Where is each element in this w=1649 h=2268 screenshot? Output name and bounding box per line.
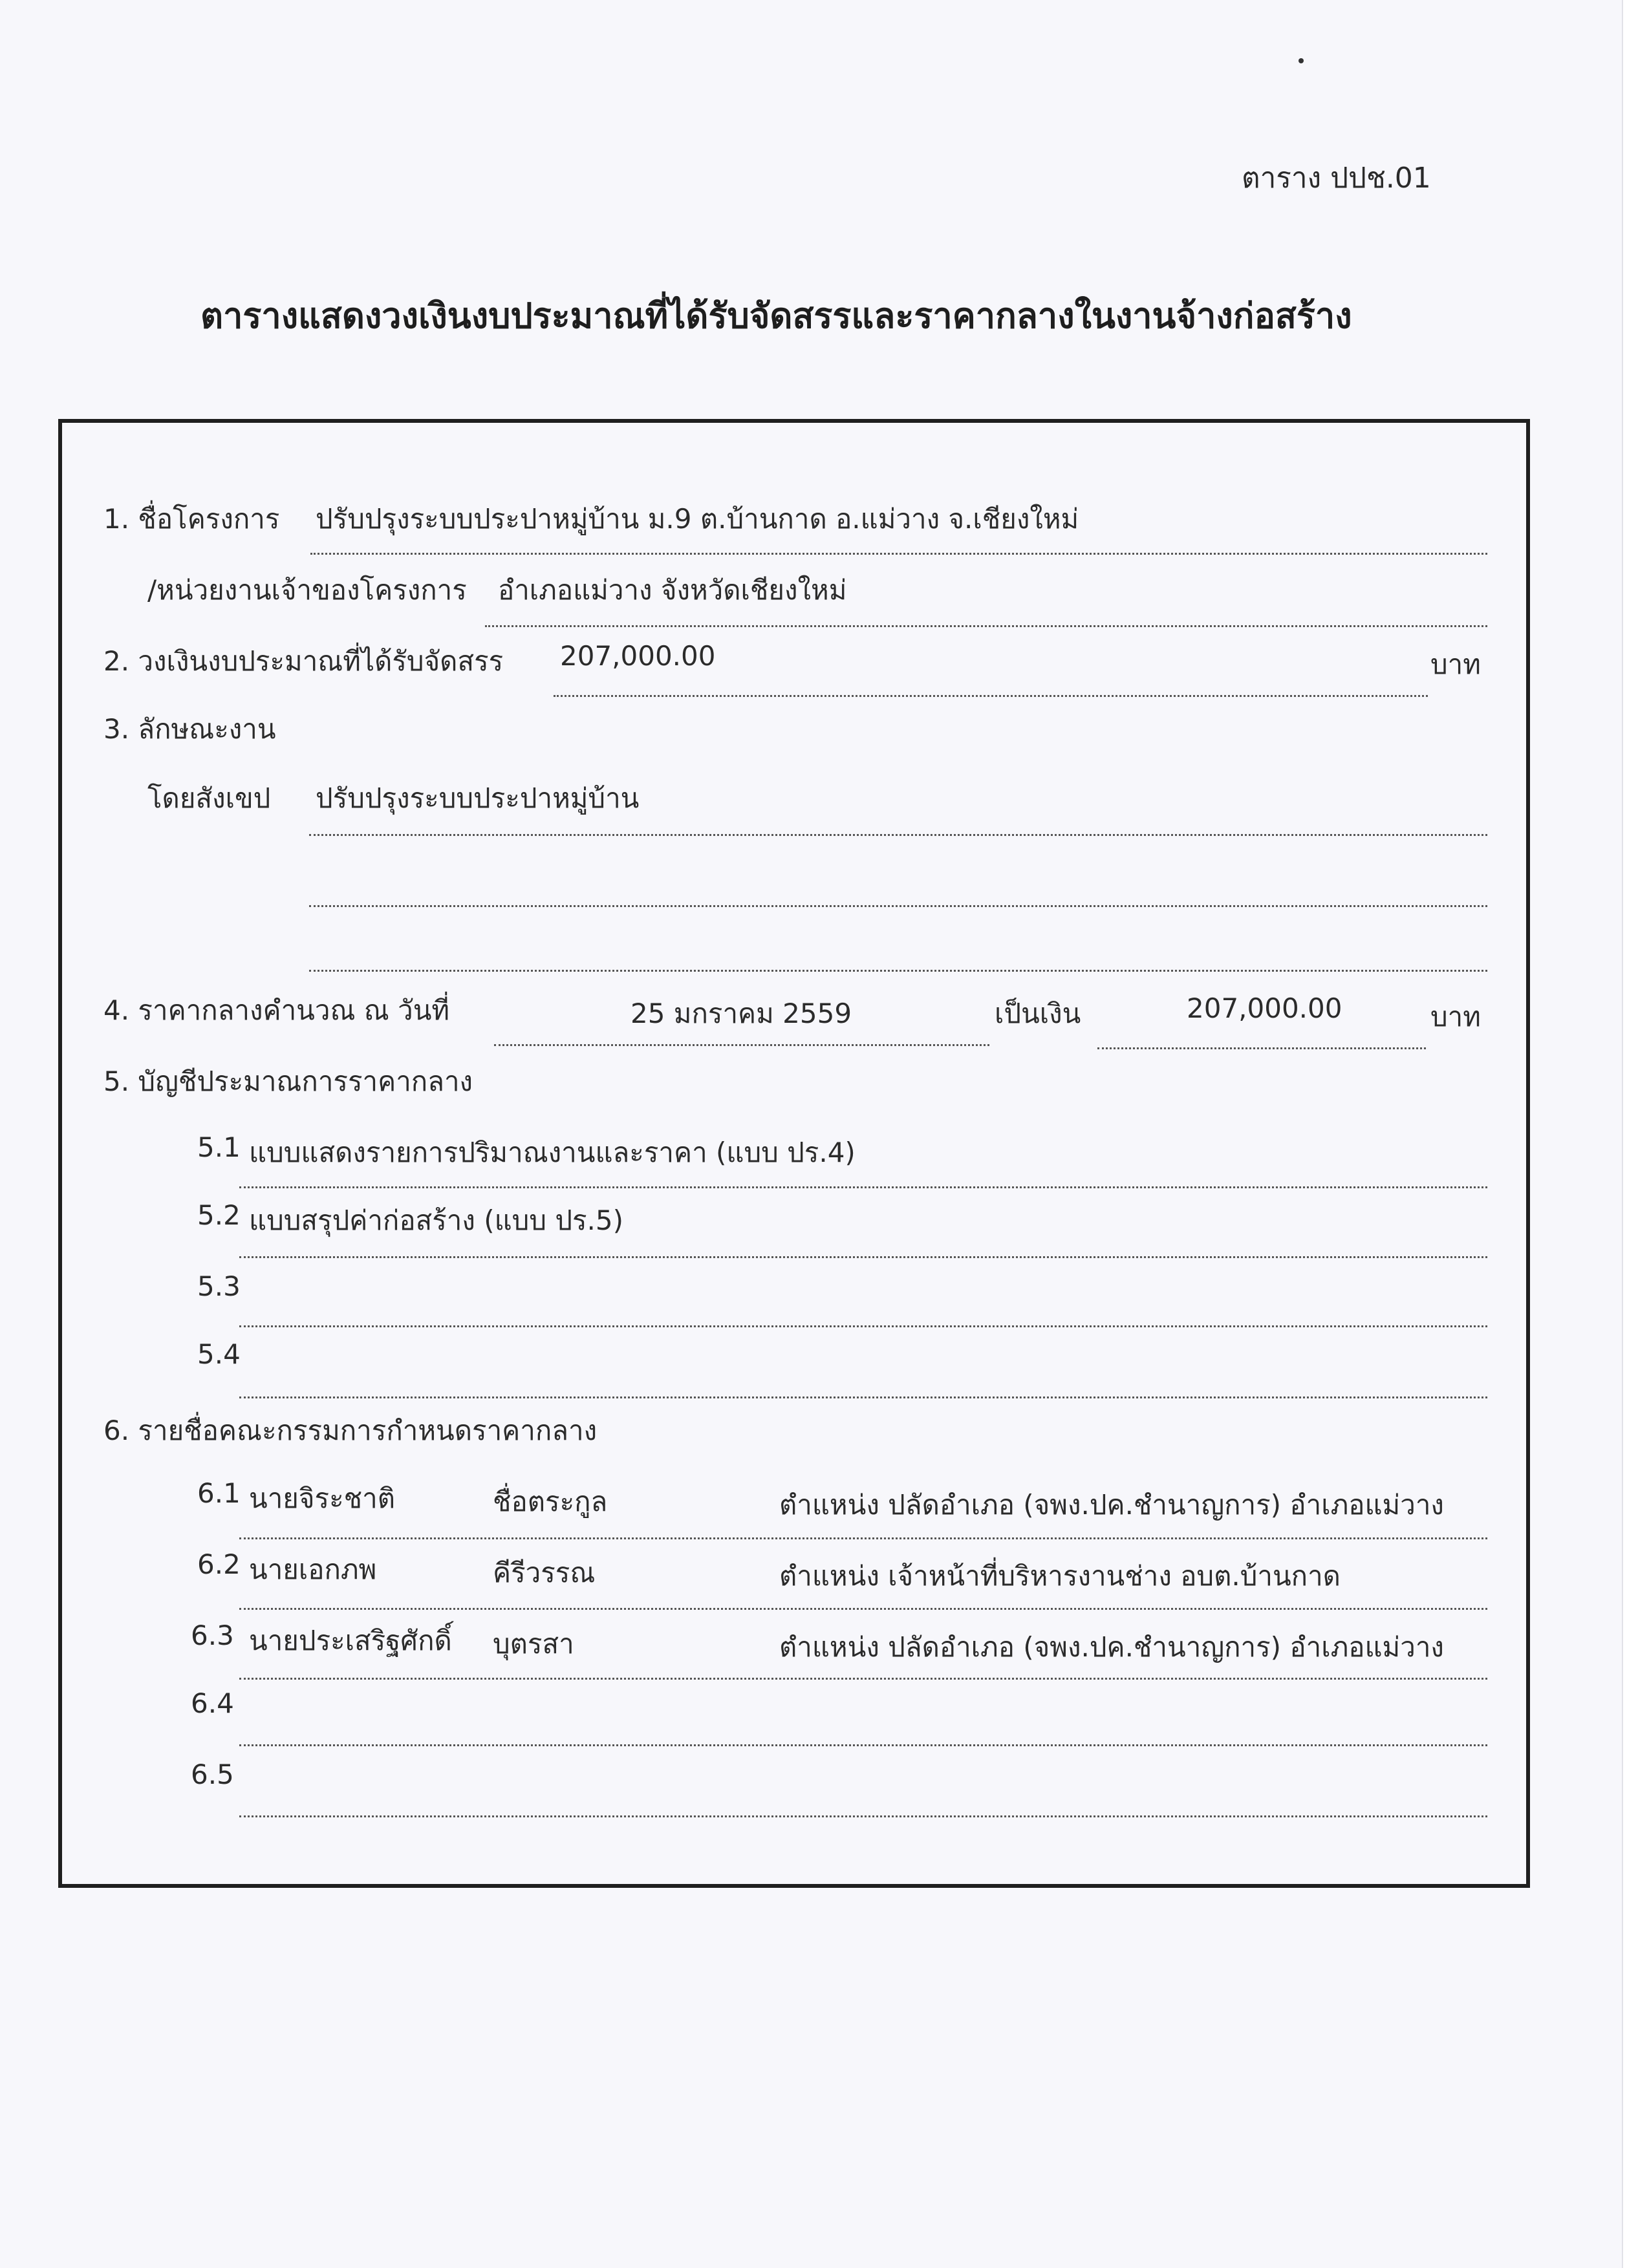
subitem-number: 5.2: [197, 1199, 241, 1231]
budget-line: [554, 695, 1428, 697]
member-number: 6.2: [197, 1548, 241, 1580]
owner-label: /หน่วยงานเจ้าของโครงการ: [147, 574, 467, 606]
subitem-line: [239, 1256, 1487, 1258]
summary-line-3: [309, 970, 1487, 972]
summary-line-2: [309, 905, 1487, 907]
summary-label: โดยสังเขป: [147, 782, 271, 814]
member-number: 6.5: [191, 1759, 234, 1790]
member-line: [239, 1678, 1487, 1680]
summary-line-1: [309, 834, 1487, 836]
estimate-list-label: 5. บัญชีประมาณการราคากลาง: [103, 1065, 473, 1097]
speck: [1299, 58, 1304, 63]
amount-unit: บาท: [1430, 1001, 1481, 1032]
member-name: นายจิระชาติ: [249, 1482, 395, 1514]
amount-line: [1097, 1047, 1426, 1049]
project-name-line: [310, 553, 1487, 555]
subitem-number: 5.1: [197, 1131, 241, 1163]
project-name-label: 1. ชื่อโครงการ: [103, 503, 280, 535]
document-title: ตารางแสดงวงเงินงบประมาณที่ได้รับจัดสรรและราคากลางในงานจ้างก่อสร้าง: [200, 295, 1352, 336]
subitem-text: แบบแสดงรายการปริมาณงานและราคา (แบบ ปร.4): [249, 1137, 856, 1168]
member-surname: บุตรสา: [493, 1628, 574, 1660]
member-name: นายประเสริฐศักดิ์: [249, 1625, 452, 1656]
member-surname: คีรีวรรณ: [493, 1557, 596, 1589]
member-position: ตำแหน่ง เจ้าหน้าที่บริหารงานช่าง อบต.บ้านกาด: [779, 1560, 1341, 1592]
subitem-text: แบบสรุปค่าก่อสร้าง (แบบ ปร.5): [249, 1204, 624, 1236]
member-number: 6.1: [197, 1477, 241, 1509]
member-line: [239, 1744, 1487, 1746]
budget-label: 2. วงเงินงบประมาณที่ได้รับจัดสรร: [103, 645, 504, 677]
amount-value: 207,000.00: [1187, 992, 1342, 1024]
member-position: ตำแหน่ง ปลัดอำเภอ (จพง.ปค.ชำนาญการ) อำเภอแม่วาง: [779, 1631, 1444, 1663]
committee-label: 6. รายชื่อคณะกรรมการกำหนดราคากลาง: [103, 1415, 598, 1446]
budget-value: 207,000.00: [560, 640, 716, 672]
member-number: 6.3: [191, 1620, 234, 1651]
summary-value: ปรับปรุงระบบประปาหมู่บ้าน: [316, 782, 640, 814]
project-name-value: ปรับปรุงระบบประปาหมู่บ้าน ม.9 ต.บ้านกาด อ.แม่วาง จ.เชียงใหม่: [316, 503, 1079, 535]
member-surname: ชื่อตระกูล: [493, 1486, 608, 1517]
document-code: ตาราง ปปช.01: [1242, 162, 1431, 195]
member-name: นายเอกภพ: [249, 1554, 377, 1585]
subitem-line: [239, 1325, 1487, 1327]
median-price-label: 4. ราคากลางคำนวณ ณ วันที่: [103, 994, 450, 1026]
work-type-label: 3. ลักษณะงาน: [103, 713, 276, 745]
median-price-date: 25 มกราคม 2559: [630, 998, 852, 1029]
member-position: ตำแหน่ง ปลัดอำเภอ (จพง.ปค.ชำนาญการ) อำเภอแม่วาง: [779, 1489, 1444, 1521]
owner-line: [485, 625, 1487, 627]
subitem-line: [239, 1186, 1487, 1188]
member-line: [239, 1815, 1487, 1817]
member-line: [239, 1608, 1487, 1610]
subitem-line: [239, 1396, 1487, 1398]
subitem-number: 5.4: [197, 1338, 241, 1370]
owner-value: อำเภอแม่วาง จังหวัดเชียงใหม่: [498, 574, 847, 606]
member-number: 6.4: [191, 1687, 234, 1719]
subitem-number: 5.3: [197, 1270, 241, 1302]
median-price-date-line: [494, 1044, 989, 1046]
amount-label: เป็นเงิน: [995, 998, 1081, 1029]
budget-unit: บาท: [1430, 648, 1481, 680]
page-edge: [1622, 0, 1649, 2268]
member-line: [239, 1537, 1487, 1539]
